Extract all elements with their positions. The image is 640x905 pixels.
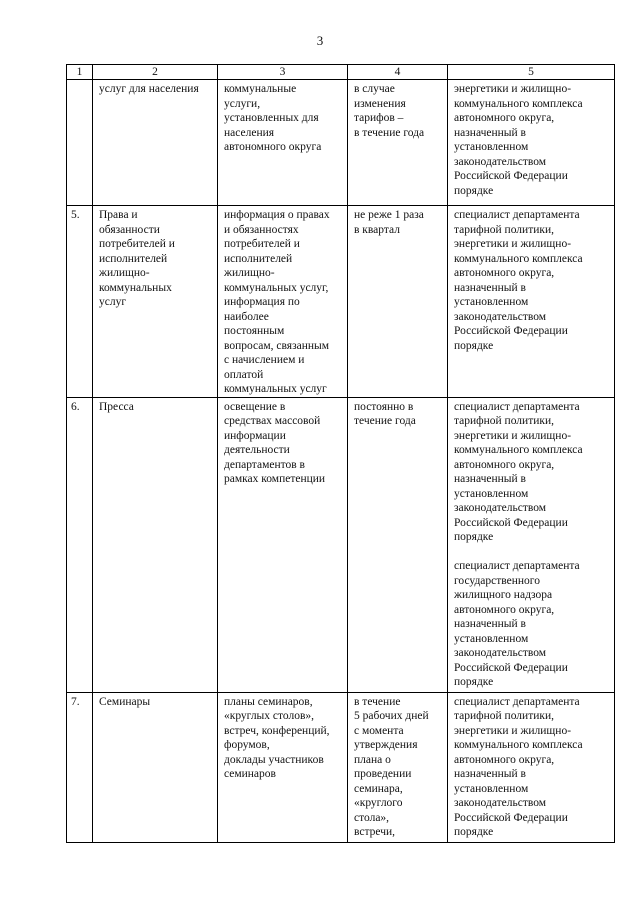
period-cell: в течение 5 рабочих дней с момента утверждения плана о проведении семинара, «круглого стола», встречи, <box>348 692 448 842</box>
period-cell: постоянно в течение года <box>348 397 448 692</box>
table-row <box>67 692 615 842</box>
document-table <box>66 64 615 843</box>
table-row <box>67 397 615 692</box>
responsible-cell: специалист департамента тарифной политики, энергетики и жилищно- коммунального комплекса автономного округа, назначенный в установленном законодательством Российской Федерации порядке <box>448 692 615 842</box>
responsible-cell: энергетики и жилищно- коммунального комплекса автономного округа, назначенный в установленном законодательством Российской Федерации порядке <box>448 80 615 206</box>
responsible-cell: специалист департамента тарифной политики, энергетики и жилищно- коммунального комплекса автономного округа, назначенный в установленном законодательством Российской Федерации порядке специалист департамента государственного жилищного надзора автономного округа, назначенный в установленном законодательством Российской Федерации порядке <box>448 397 615 692</box>
topic-cell: Права и обязанности потребителей и исполнителей жилищно- коммунальных услуг <box>93 206 218 398</box>
responsible-cell: специалист департамента тарифной политики, энергетики и жилищно- коммунального комплекса автономного округа, назначенный в установленном законодательством Российской Федерации порядке <box>448 206 615 398</box>
row-number: 6. <box>67 397 93 692</box>
row-number: 7. <box>67 692 93 842</box>
info-cell: коммунальные услуги, установленных для населения автономного округа <box>218 80 348 206</box>
page-number: 3 <box>316 33 324 48</box>
column-header: 2 <box>93 65 218 80</box>
info-cell: освещение в средствах массовой информации деятельности департаментов в рамках компетенции <box>218 397 348 692</box>
column-header: 5 <box>448 65 615 80</box>
column-header: 3 <box>218 65 348 80</box>
info-cell: информация о правах и обязанностях потребителей и исполнителей жилищно- коммунальных услуг, информация по наиболее постоянным вопросам, связанным с начислением и оплатой коммунальных услуг <box>218 206 348 398</box>
period-cell: в случае изменения тарифов – в течение года <box>348 80 448 206</box>
info-cell: планы семинаров, «круглых столов», встреч, конференций, форумов, доклады участников семинаров <box>218 692 348 842</box>
table-row <box>67 80 615 206</box>
row-number <box>67 80 93 206</box>
column-header: 4 <box>348 65 448 80</box>
table-header-row <box>67 65 615 80</box>
table-row <box>67 206 615 398</box>
period-cell: не реже 1 раза в квартал <box>348 206 448 398</box>
row-number: 5. <box>67 206 93 398</box>
topic-cell: услуг для населения <box>93 80 218 206</box>
topic-cell: Пресса <box>93 397 218 692</box>
column-header: 1 <box>67 65 93 80</box>
topic-cell: Семинары <box>93 692 218 842</box>
